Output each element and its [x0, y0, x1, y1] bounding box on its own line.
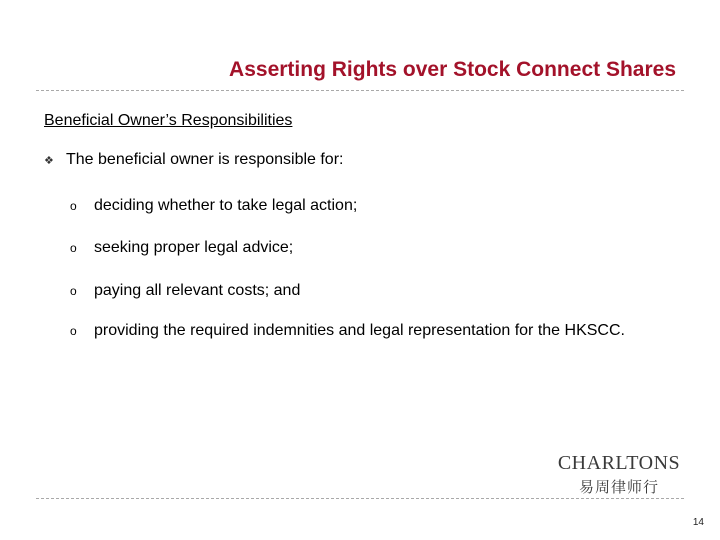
list-item: [70, 236, 676, 260]
list-item-text: seeking proper legal advice;: [94, 239, 294, 256]
list-item-text: providing the required indemnities and legal representation for the HKSCC.: [94, 322, 625, 339]
list-item: [70, 194, 676, 218]
logo-chinese-name: 易周律师行: [578, 478, 659, 496]
circle-bullet-icon: o: [70, 324, 77, 338]
list-item-text: paying all relevant costs; and: [94, 282, 301, 299]
circle-bullet-icon: o: [70, 284, 77, 298]
top-divider: [36, 90, 684, 91]
circle-bullet-icon: o: [70, 199, 77, 213]
bullet-diamond-icon: ❖: [44, 155, 54, 167]
list-item: [70, 319, 676, 343]
circle-bullet-icon: o: [70, 241, 77, 255]
main-bullet: [44, 151, 343, 171]
slide-title: Asserting Rights over Stock Connect Shares: [229, 58, 676, 81]
main-bullet-text: The beneficial owner is responsible for:: [66, 151, 344, 168]
section-subtitle: Beneficial Owner’s Responsibilities: [44, 112, 293, 129]
list-item: [70, 279, 676, 303]
list-item-text: deciding whether to take legal action;: [94, 197, 358, 214]
page-number: 14: [692, 517, 704, 528]
logo-name: CHARLTONS: [557, 452, 681, 474]
charltons-logo: [556, 452, 686, 498]
bottom-divider: [36, 498, 684, 499]
